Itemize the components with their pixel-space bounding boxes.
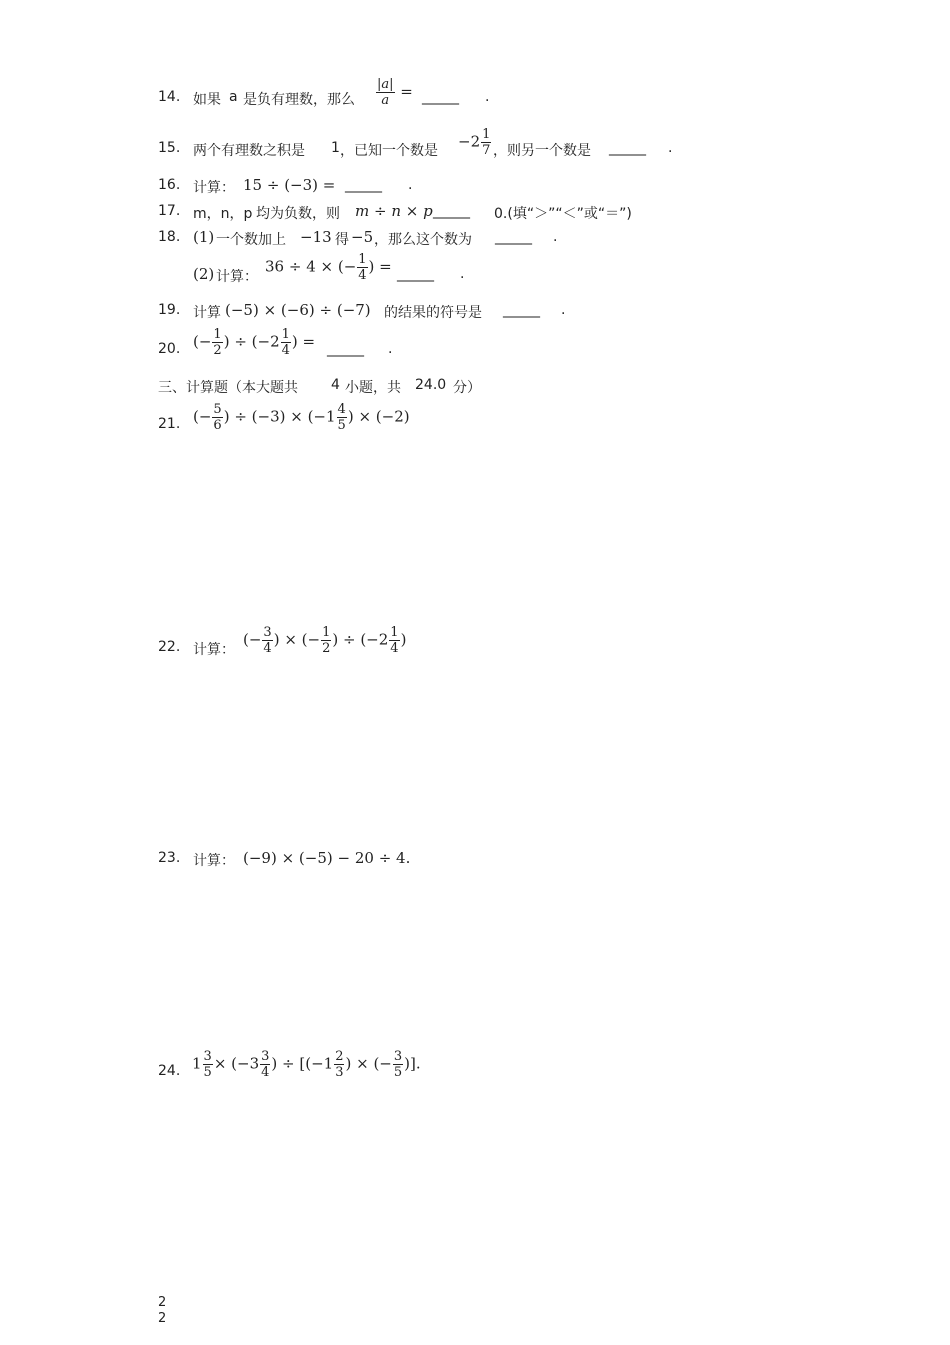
section-score: 24.0	[415, 377, 447, 393]
question-text: 计算：	[193, 642, 235, 658]
question-text: 0.(填“＞”“＜”或“＝”)	[494, 206, 632, 222]
denominator: 4	[261, 1065, 270, 1080]
numerator: 1	[213, 327, 222, 342]
expression-part: ) ÷ (−2	[223, 332, 280, 351]
question-number: 21.	[158, 416, 181, 432]
numerator: 3	[263, 625, 272, 640]
period: .	[485, 89, 490, 105]
expression-part: (−	[243, 630, 262, 649]
question-number: 14.	[158, 89, 181, 105]
question-text: ，则另一个数是	[493, 143, 591, 159]
answer-blank[interactable]: ______	[345, 177, 381, 193]
denominator: 7	[482, 143, 491, 158]
denominator: 6	[213, 418, 222, 433]
expression-part: ) =	[291, 332, 316, 351]
answer-blank[interactable]: ______	[495, 229, 531, 245]
denominator: 4	[281, 343, 290, 358]
value: −13	[300, 228, 332, 246]
answer-blank[interactable]: ______	[327, 341, 363, 357]
question-text: 如果	[193, 92, 221, 108]
period: .	[553, 229, 558, 245]
mixed-number	[458, 127, 492, 158]
section-title: 分）	[453, 380, 481, 396]
question-text: 均为负数，则	[256, 206, 340, 222]
question-text: ，已知一个数是	[340, 143, 438, 159]
answer-blank[interactable]: ______	[609, 140, 645, 156]
value: 1	[331, 140, 340, 156]
fraction	[375, 77, 413, 108]
variable: a	[229, 89, 238, 105]
expression	[193, 402, 410, 433]
numerator: 1	[322, 625, 331, 640]
numerator: 1	[390, 625, 399, 640]
denominator: 4	[263, 641, 272, 656]
question-text: 计算	[193, 305, 221, 321]
question-text: 是负有理数，那么	[243, 92, 355, 108]
numerator: 1	[482, 127, 491, 142]
variables: m，n，p	[193, 206, 253, 222]
period: .	[408, 177, 413, 193]
question-text: 一个数加上	[216, 232, 286, 248]
expression-part: ) × (−	[273, 630, 321, 649]
period: .	[561, 302, 566, 318]
expression-part: ) =	[368, 257, 392, 276]
expression-part: ) ÷ (−2	[332, 630, 389, 649]
numerator: |a|	[377, 77, 394, 92]
question-number: 16.	[158, 177, 181, 193]
section-title: 三、计算题（本大题共	[158, 380, 298, 396]
part-label: (1)	[193, 228, 215, 246]
denominator: a	[381, 93, 390, 108]
question-text: ，那么这个数为	[374, 232, 472, 248]
answer-blank[interactable]: ______	[397, 266, 433, 282]
page-number: 2	[158, 1295, 167, 1310]
expression-part: 36 ÷ 4 × (−	[265, 257, 357, 276]
answer-blank[interactable]: ______	[433, 203, 469, 219]
expression-part: ) ÷ (−3) × (−1	[223, 407, 336, 426]
expression-part: ) ÷ [(−1	[271, 1054, 334, 1073]
denominator: 3	[335, 1065, 344, 1080]
question-number: 18.	[158, 229, 181, 245]
denominator: 5	[337, 418, 346, 433]
numerator: 1	[358, 252, 367, 267]
question-number: 24.	[158, 1063, 181, 1079]
expression: (−9) × (−5) − 20 ÷ 4.	[243, 849, 411, 867]
expression-part: 1	[192, 1054, 202, 1073]
denominator: 4	[358, 268, 367, 283]
whole-part: −2	[458, 132, 481, 151]
expression-part: (−	[193, 407, 212, 426]
denominator: 2	[213, 343, 222, 358]
denominator: 4	[390, 641, 399, 656]
denominator: 2	[322, 641, 331, 656]
question-number: 20.	[158, 341, 181, 357]
expression	[192, 1049, 421, 1080]
expression	[193, 327, 315, 358]
numerator: 3	[393, 1049, 403, 1064]
denominator: 5	[393, 1065, 403, 1080]
numerator: 2	[335, 1049, 344, 1064]
question-text: 的结果的符号是	[384, 305, 482, 321]
question-number: 15.	[158, 140, 181, 156]
expression-part: × (−3	[213, 1054, 260, 1073]
question-number: 19.	[158, 302, 181, 318]
expression	[243, 625, 406, 656]
numerator: 4	[337, 402, 346, 417]
question-text: 得	[335, 232, 349, 248]
question-text: 计算：	[216, 269, 258, 285]
period: .	[460, 266, 465, 282]
page-number: 2	[158, 1311, 167, 1326]
numerator: 5	[213, 402, 222, 417]
question-number: 17.	[158, 203, 181, 219]
part-label: (2)	[193, 265, 215, 283]
expression-part: )].	[404, 1054, 421, 1073]
question-number: 22.	[158, 639, 181, 655]
expression: m ÷ n × p	[355, 202, 433, 220]
equals-sign: =	[400, 82, 413, 101]
question-text: 两个有理数之积是	[193, 143, 305, 159]
question-count: 4	[331, 377, 340, 393]
period: .	[668, 140, 673, 156]
expression-part: ) × (−	[345, 1054, 392, 1073]
denominator: 5	[203, 1065, 212, 1080]
expression-part: (−	[193, 332, 212, 351]
expression: (−5) × (−6) ÷ (−7)	[225, 301, 371, 319]
question-text: 计算：	[193, 180, 235, 196]
question-number: 23.	[158, 850, 181, 866]
expression: 15 ÷ (−3) =	[243, 176, 336, 194]
numerator: 3	[203, 1049, 212, 1064]
numerator: 3	[261, 1049, 270, 1064]
answer-blank[interactable]: ______	[422, 89, 458, 105]
numerator: 1	[281, 327, 290, 342]
answer-blank[interactable]: ______	[503, 302, 539, 318]
question-text: 计算：	[193, 853, 235, 869]
expression	[265, 252, 392, 283]
section-title: 小题，共	[345, 380, 401, 396]
period: .	[388, 341, 393, 357]
expression-part: )	[400, 630, 407, 649]
value: −5	[351, 228, 374, 246]
expression-part: ) × (−2)	[347, 407, 410, 426]
